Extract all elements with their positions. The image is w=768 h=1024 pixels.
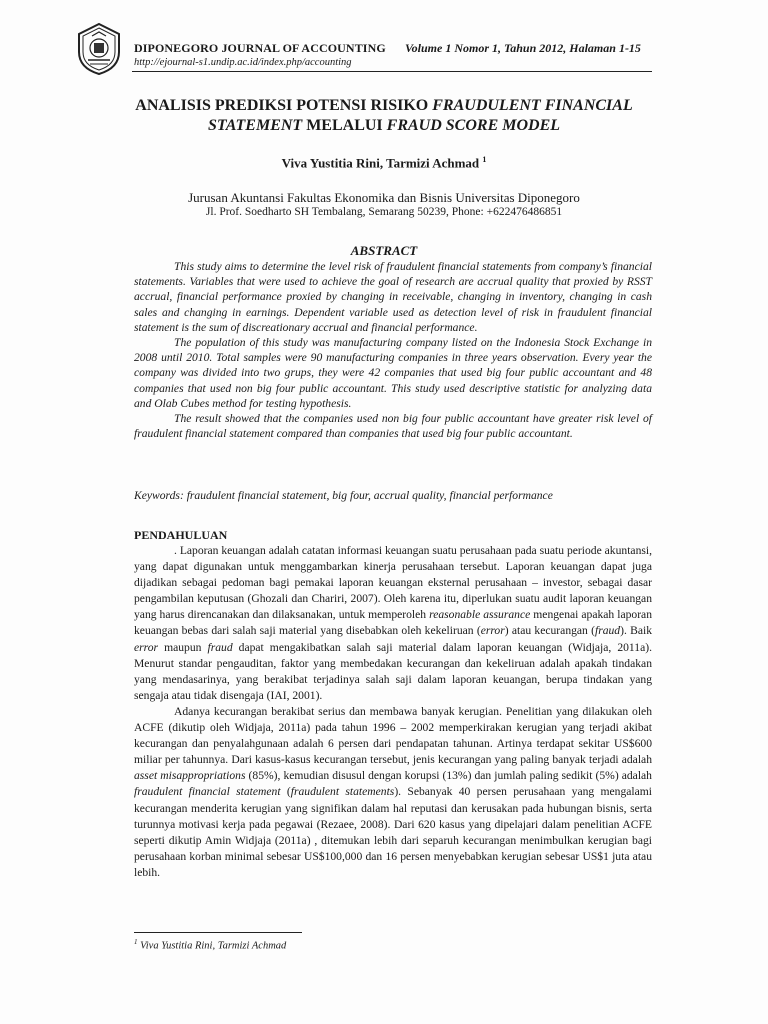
- section-heading-introduction: PENDAHULUAN: [134, 528, 228, 542]
- footnote-divider: [134, 932, 302, 933]
- author-list: Viva Yustitia Rini, Tarmizi Achmad $^1$: [281, 155, 487, 171]
- body-paragraph: . Laporan keuangan adalah catatan informasi keuangan suatu perusahaan pada suatu periode akuntansi, yang dapat digunakan untuk menggambarkan kinerja perusahaan tersebut. Laporan keuangan dapat juga dijadikan sebagai pedoman bagi pemakai laporan keuangan eksternal perusahaan – investor, sebagai dasar pengambilan keputusan (Ghozali dan Chariri, 2007). Oleh karena itu, diperlukan suatu audit laporan keuangan yang harus direncanakan dan dilaksanakan, untuk memperoleh reasonable assurance mengenai apakah laporan keuangan bebas dari salah saji material yang disebabkan oleh kekeliruan (error) atau kecurangan (fraud). Baik error maupun fraud dapat mengakibatkan salah saji material dalam laporan keuangan (Widjaja, 2011a). Menurut standar pengauditan, faktor yang membedakan kecurangan dan kekeliruan adalah apakah tindakan yang mendasarinya, yang berakibat terjadinya salah saji dalam laporan keuangan, berupa tindakan yang sengaja atau tidak disengaja (IAI, 2001).: [134, 544, 653, 702]
- abstract-paragraph: The population of this study was manufacturing company listed on the Indonesia Stock Exchange in 2008 until 2010. Total samples were 90 manufacturing companies in three years observation. Every year the company was divided into two grups, they were 42 companies that used big four public accountant and 48 companies that used non big four public accountant. This study used descriptive statistic for analyzing data and Olab Cubes method for testing hypothesis.: [134, 336, 652, 410]
- abstract-paragraph: This study aims to determine the level risk of fraudulent financial statements from company’s financial statements. Variables that were used to achieve the goal of research are accrual quality that proxied by RSST accrual, financial performance proxied by changing in receivable, changing in inventory, changing in cash sales and changing in earnings. Dependent variable used as detection level of risk in fraudulent financial statement is the sum of discreationary accrual and financial performance.: [134, 260, 652, 334]
- header-divider: [132, 71, 652, 72]
- volume-info: Volume 1 Nomor 1, Tahun 2012, Halaman 1-15: [405, 41, 641, 55]
- paper-title-line-1: ANALISIS PREDIKSI POTENSI RISIKO FRAUDULENT FINANCIAL: [135, 97, 633, 114]
- affiliation: Jurusan Akuntansi Fakultas Ekonomika dan Bisnis Universitas Diponegoro: [188, 190, 580, 205]
- abstract-paragraph: The result showed that the companies used non big four public accountant have greater risk level of fraudulent financial statement compared than companies that used big four public accountant.: [134, 412, 652, 441]
- paper-title-line-2: STATEMENT MELALUI FRAUD SCORE MODEL: [207, 117, 561, 134]
- journal-url[interactable]: http://ejournal-s1.undip.ac.id/index.php/accounting: [134, 57, 352, 68]
- journal-name: DIPONEGORO JOURNAL OF ACCOUNTING: [134, 41, 386, 55]
- author-footnote-mark: 1: [482, 155, 487, 164]
- abstract-heading: ABSTRACT: [350, 243, 418, 258]
- keywords: Keywords: fraudulent financial statement, big four, accrual quality, financial performance: [134, 489, 553, 502]
- abstract-body: [134, 259, 652, 441]
- introduction-body: [134, 543, 652, 881]
- body-paragraph: Adanya kecurangan berakibat serius dan membawa banyak kerugian. Penelitian yang dilakukan oleh ACFE (dikutip oleh Widjaja, 2011a) pada tahun 1996 – 2002 memperkirakan kerugian yang terjadi akibat kecurangan dan penyalahgunaan adalah 6 persen dari pendapatan tahunan. Artinya terdapat sekitar US$600 miliar per tahunnya. Dari kasus-kasus kecurangan tersebut, jenis kecurangan yang paling banyak terjadi adalah asset misappropriations (85%), kemudian disusul dengan korupsi (13%) dan jumlah paling sedikit (5%) adalah fraudulent financial statement (fraudulent statements). Sebanyak 40 persen perusahaan yang mengalami kecurangan menderita kerugian yang signifikan dalam hal reputasi dan kerusakan pada hubungan bisnis, serta turunnya motivasi kerja pada pegawai (Rezaee, 2008). Dari 620 kasus yang dipelajari dalam penelitian ACFE seperti dikutip Amin Widjaja (2011a) , ditemukan lebih dari separuh kecurangan menimbulkan kerugian bagi perusahaan korban minimal sebesar US$100,000 dan 16 persen menyebabkan kerugian sebesar US$1 juta atau lebih.: [134, 704, 653, 879]
- affiliation-address: Jl. Prof. Soedharto SH Tembalang, Semarang 50239, Phone: +622476486851: [205, 206, 563, 218]
- footnote: $^1$ Viva Yustitia Rini, Tarmizi Achmad: [134, 938, 287, 952]
- university-seal-icon: [74, 22, 124, 76]
